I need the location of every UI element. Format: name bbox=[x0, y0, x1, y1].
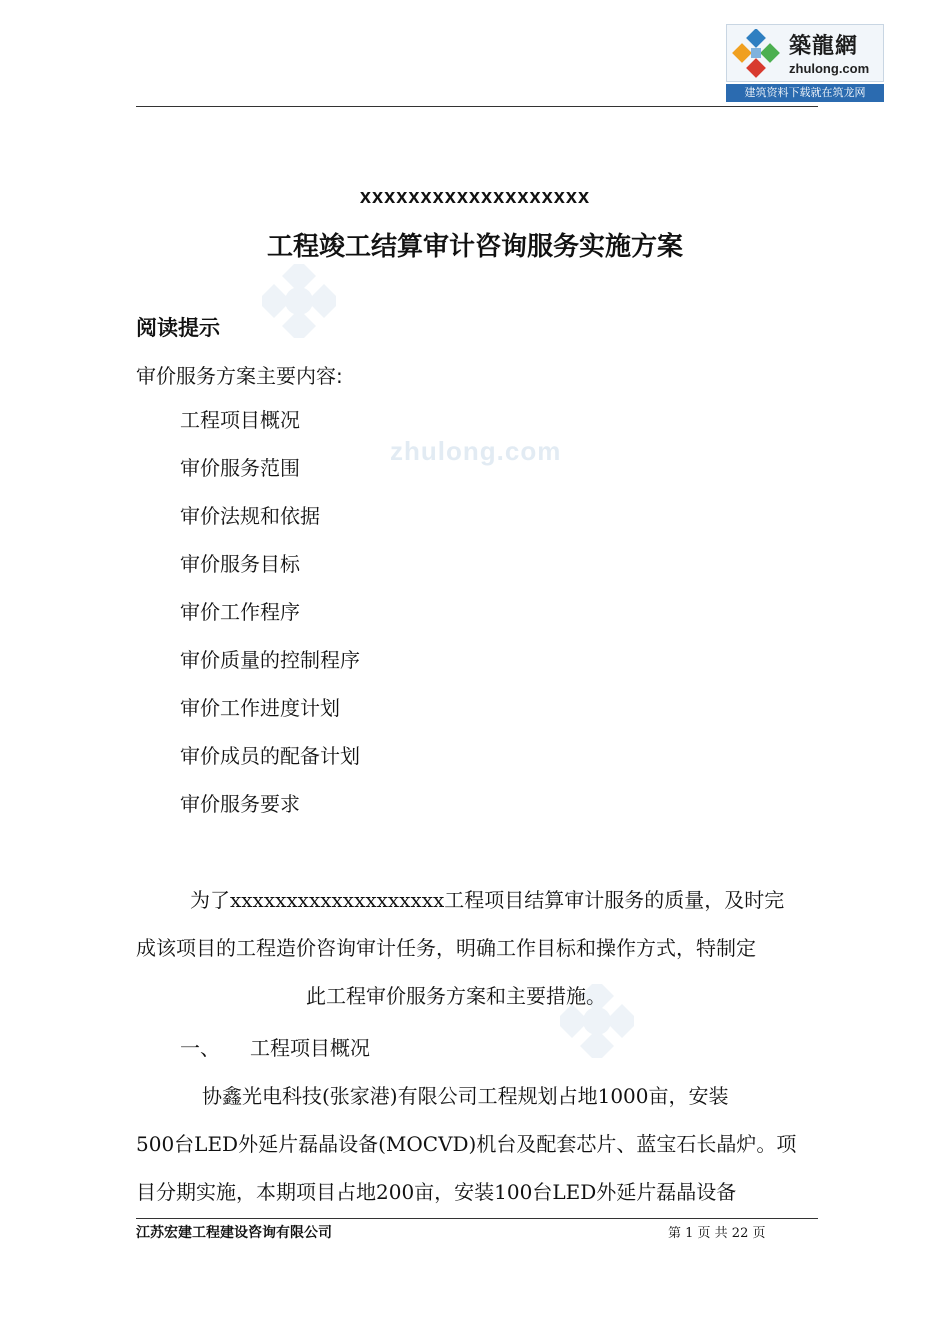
document-subtitle: xxxxxxxxxxxxxxxxxxx bbox=[359, 186, 591, 208]
list-item: 审价服务要求 bbox=[180, 792, 300, 816]
paragraph-line: 为了xxxxxxxxxxxxxxxxxxx工程项目结算审计服务的质量，及时完 bbox=[190, 888, 785, 912]
list-item: 审价法规和依据 bbox=[180, 504, 320, 528]
list-item: 审价服务范围 bbox=[180, 456, 300, 480]
watermark-star-icon bbox=[262, 264, 336, 338]
list-item: 工程项目概况 bbox=[180, 408, 300, 432]
brand-logo bbox=[726, 24, 884, 102]
list-item: 审价工作程序 bbox=[180, 600, 300, 624]
logo-brand-cn: 築龍網 bbox=[789, 33, 859, 59]
header-divider bbox=[136, 106, 818, 107]
intro-text: 审价服务方案主要内容: bbox=[136, 364, 343, 388]
logo-slogan: 建筑资料下载就在筑龙网 bbox=[726, 84, 884, 102]
logo-panel bbox=[726, 24, 884, 82]
paragraph-line: 成该项目的工程造价咨询审计任务，明确工作目标和操作方式，特制定 bbox=[136, 936, 756, 960]
contents-list bbox=[180, 406, 360, 838]
list-item: 审价成员的配备计划 bbox=[180, 744, 360, 768]
section-title: 工程项目概况 bbox=[250, 1036, 370, 1060]
paragraph-line: 目分期实施，本期项目占地200亩，安装100台LED外延片磊晶设备 bbox=[136, 1180, 737, 1204]
section-heading bbox=[180, 1034, 370, 1062]
reading-tip-heading: 阅读提示 bbox=[136, 316, 220, 340]
list-item: 审价质量的控制程序 bbox=[180, 648, 360, 672]
footer-page-info: 第 1 页 共 22 页 bbox=[668, 1226, 766, 1241]
paragraph-line: 此工程审价服务方案和主要措施。 bbox=[306, 984, 606, 1008]
watermark-text: zhulong.com bbox=[390, 436, 562, 466]
paragraph-line: 协鑫光电科技(张家港)有限公司工程规划占地1000亩，安装 bbox=[202, 1084, 729, 1108]
list-item: 审价工作进度计划 bbox=[180, 696, 340, 720]
paragraph-line: 500台LED外延片磊晶设备(MOCVD)机台及配套芯片、蓝宝石长晶炉。项 bbox=[136, 1132, 797, 1156]
footer-company: 江苏宏建工程建设咨询有限公司 bbox=[136, 1225, 332, 1241]
zhulong-logo-icon bbox=[731, 29, 783, 79]
document-title: 工程竣工结算审计咨询服务实施方案 bbox=[266, 232, 683, 262]
section-number: 一、 bbox=[180, 1036, 220, 1060]
list-item: 审价服务目标 bbox=[180, 552, 300, 576]
footer-divider bbox=[136, 1218, 818, 1219]
logo-brand-en: zhulong.com bbox=[789, 61, 870, 76]
